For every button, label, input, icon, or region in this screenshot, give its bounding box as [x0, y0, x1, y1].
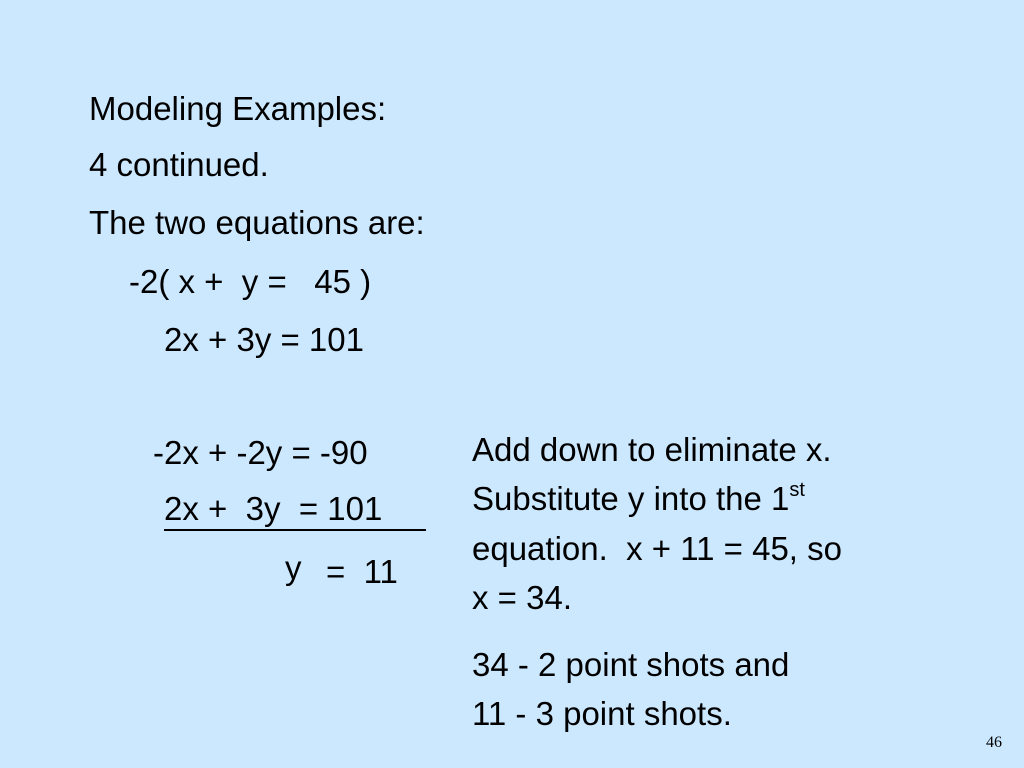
intro-text: The two equations are: [89, 204, 425, 241]
explanation-line-4: x = 34. [472, 579, 572, 616]
equation-2: 2x + 3y = 101 [164, 321, 364, 358]
elimination-row-2: 2x + 3y = 101 [164, 491, 426, 531]
result-value: = 11 [326, 553, 398, 590]
slide-subtitle: 4 continued. [89, 146, 269, 183]
explanation-line-1: Add down to eliminate x. [472, 431, 832, 468]
page-number: 46 [986, 734, 1002, 751]
elimination-row-1: -2x + -2y = -90 [153, 434, 368, 471]
explanation-line-2 [472, 479, 805, 519]
ordinal-suffix: st [789, 479, 805, 501]
explanation-line-3: equation. x + 11 = 45, so [472, 530, 842, 567]
answer-line-1: 34 - 2 point shots and [472, 646, 790, 683]
result-variable: y [285, 549, 302, 586]
equation-1: -2( x + y = 45 ) [129, 263, 372, 300]
answer-line-2: 11 - 3 point shots. [472, 695, 732, 732]
slide-title: Modeling Examples: [89, 90, 387, 127]
explanation-line-2-text: Substitute y into the 1 [472, 480, 790, 517]
